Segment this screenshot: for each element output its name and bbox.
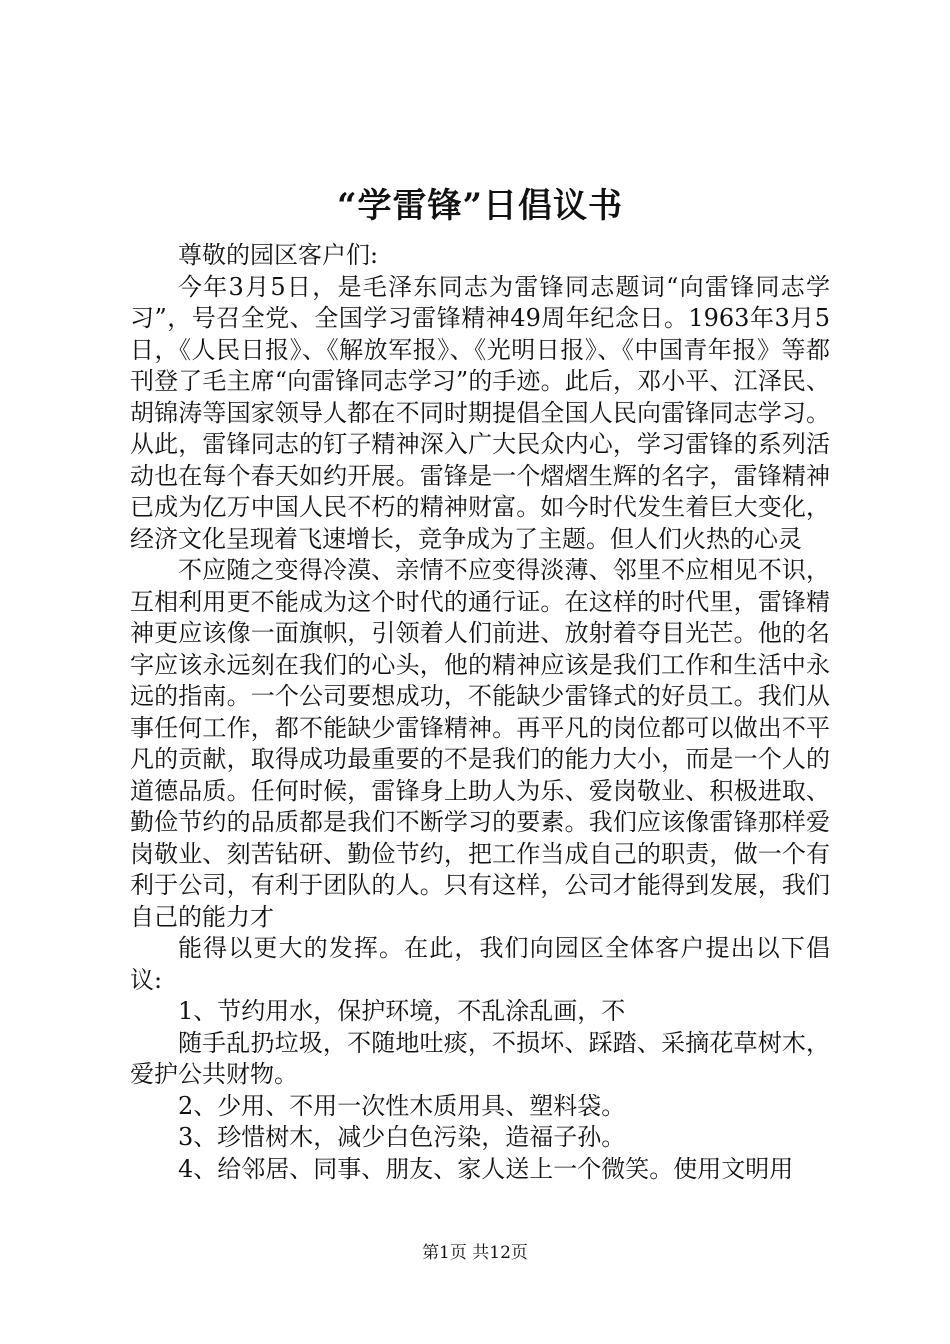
proposal-item: 3、珍惜树木，减少白色污染，造福子孙。 bbox=[178, 1123, 626, 1151]
body-paragraph: 能得以更大的发挥。在此，我们向园区全体客户提出以下倡议: bbox=[130, 934, 830, 994]
body-paragraph: 不应随之变得冷漠、亲情不应变得淡薄、邻里不应相见不识，互相利用更不能成为这个时代的通行证。在这样的时代里，雷锋精神更应该像一面旗帜，引领着人们前进、放射着夺目光芒。他的名字应该永远刻在我们的心头，他的精神应该是我们工作和生活中永远的指南。一个公司要想成功，不能缺少雷锋式的好员工。我们从事任何工作，都不能缺少雷锋精神。再平凡的岗位都可以做出不平凡的贡献，取得成功最重要的不是我们的能力大小，而是一个人的道德品质。任何时候，雷锋身上助人为乐、爱岗敬业、积极进取、勤俭节约的品质都是我们不断学习的要素。我们应该像雷锋那样爱岗敬业、刻苦钻研、勤俭节约，把工作当成自己的职责，做一个有利于公司，有利于团队的人。只有这样，公司才能得到发展，我们自己的能力才 bbox=[130, 556, 830, 931]
proposal-item: 4、给邻居、同事、朋友、家人送上一个微笑。使用文明用 bbox=[178, 1154, 794, 1183]
page-number-footer: 第1页 共12页 bbox=[422, 1243, 528, 1263]
salutation: 尊敬的园区客户们: bbox=[178, 241, 379, 269]
body-paragraph: 今年3月5日，是毛泽东同志为雷锋同志题词“向雷锋同志学习”，号召全党、全国学习雷锋精神49周年纪念日。1963年3月5日，《人民日报》、《解放军报》、《光明日报》、《中国青年报》等都刊登了毛主席“向雷锋同志学习”的手迹。此后，邓小平、江泽民、胡锦涛等国家领导人都在不同时期提倡全国人民向雷锋同志学习。从此，雷锋同志的钉子精神深入广大民众内心，学习雷锋的系列活动也在每个春天如约开展。雷锋是一个熠熠生辉的名字，雷锋精神已成为亿万中国人民不朽的精神财富。如今时代发生着巨大变化，经济文化呈现着飞速增长，竞争成为了主题。但人们火热的心灵 bbox=[130, 272, 830, 553]
document-page bbox=[130, 180, 830, 1185]
proposal-item-continued: 随手乱扔垃圾，不随地吐痰，不损坏、踩踏、采摘花草树木，爱护公共财物。 bbox=[130, 1028, 830, 1088]
proposal-item: 2、少用、不用一次性木质用具、塑料袋。 bbox=[178, 1091, 626, 1120]
proposal-item: 1、节约用水，保护环境，不乱涂乱画，不 bbox=[178, 997, 626, 1025]
document-title: “学雷锋”日倡议书 bbox=[336, 186, 624, 226]
